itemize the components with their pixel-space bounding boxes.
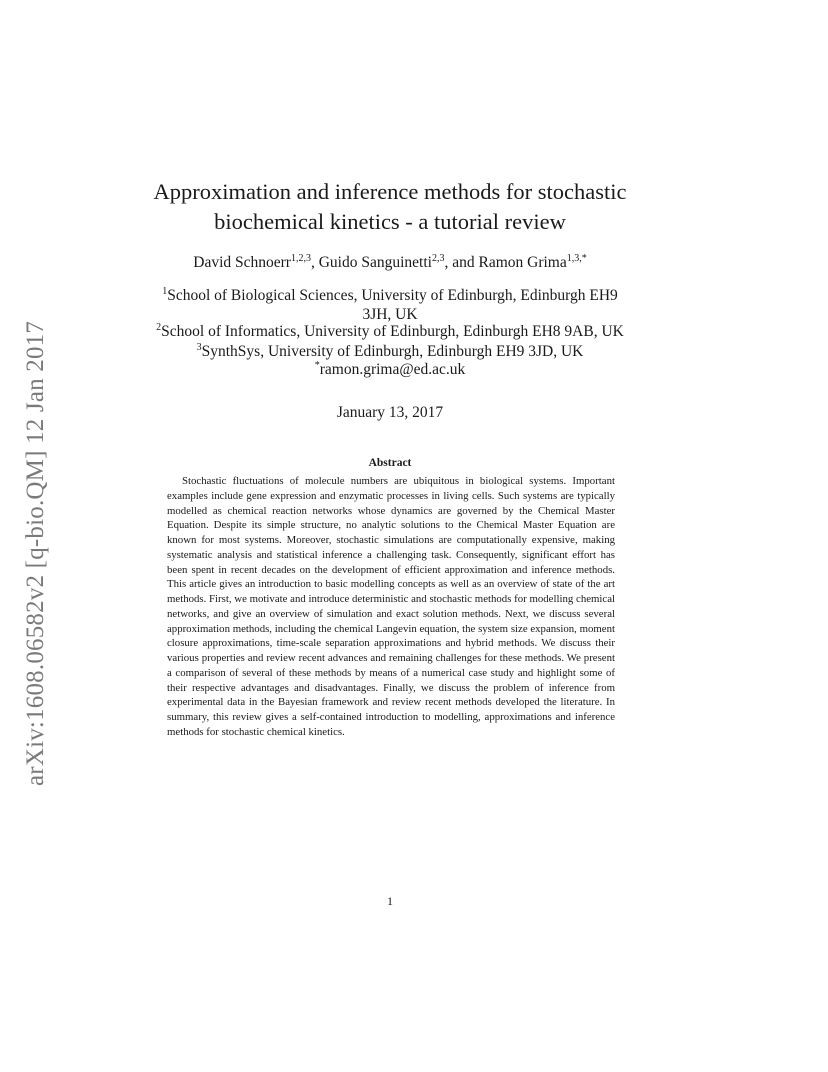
affiliation-1-continued: 3JH, UK: [362, 306, 418, 323]
author-list: [100, 253, 680, 273]
email-address: ramon.grima@ed.ac.uk: [319, 361, 466, 378]
arxiv-identifier-stamp: arXiv:1608.06582v2 [q-bio.QM] 12 Jan 2017: [22, 320, 49, 786]
corresponding-mark: *: [314, 360, 320, 371]
affiliation-text: School of Informatics, University of Edinburgh, Edinburgh EH8 9AB, UK: [161, 323, 624, 340]
author-separator: , and: [444, 254, 479, 271]
author-name: David Schnoerr: [193, 254, 291, 271]
author-name: Ramon Grima: [478, 254, 567, 271]
affiliation-text: School of Biological Sciences, University of Edinburgh, Edinburgh EH9: [167, 287, 618, 304]
abstract-body: Stochastic fluctuations of molecule numbers are ubiquitous in biological systems. Important examples include gene expression and enzymatic processes in living cells. Such systems are typically modelled as chemical reaction networks whose dynamics are governed by the Chemical Master Equation. Despite its simple structure, no analytic solutions to the Chemical Master Equation are known for most systems. Moreover, stochastic simulations are computationally expensive, making systematic analysis and statistical inference a challenging task. Consequently, significant effort has been spent in recent decades on the development of efficient approximation and inference methods. This article gives an introduction to basic modelling concepts as well as an overview of state of the art methods. First, we motivate and introduce deterministic and stochastic methods for modelling chemical networks, and give an overview of simulation and exact solution methods. Next, we discuss several approximation methods, including the chemical Langevin equation, the system size expansion, moment closure approximations, time-scale separation approximations and hybrid methods. We discuss their various properties and review recent advances and remaining challenges for these methods. We present a comparison of several of these methods by means of a numerical case study and highlight some of their respective advantages and disadvantages. Finally, we discuss the problem of inference from experimental data in the Bayesian framework and review recent methods developed the literature. In summary, this review gives a self-contained introduction to modelling, approximations and inference methods for stochastic chemical kinetics.: [167, 475, 615, 738]
paper-title-line-1: Approximation and inference methods for stochastic: [153, 179, 627, 204]
affiliation-mark: 1: [162, 286, 168, 297]
affiliation-mark: 3: [196, 342, 202, 353]
author-separator: ,: [310, 254, 319, 271]
affiliation-mark: 2: [156, 322, 162, 333]
affiliation-3: [100, 342, 680, 362]
author-affiliation-marks: 2,3: [431, 253, 445, 264]
affiliation-1: [100, 286, 680, 306]
publication-date: January 13, 2017: [336, 404, 444, 421]
author-affiliation-marks: 1,3,*: [566, 253, 587, 264]
affiliation-text: SynthSys, University of Edinburgh, Edinburgh EH9 3JD, UK: [201, 343, 584, 360]
corresponding-email: [100, 360, 680, 380]
author-name: Guido Sanguinetti: [318, 254, 432, 271]
author-affiliation-marks: 1,2,3: [290, 253, 311, 264]
paper-title-line-2: biochemical kinetics - a tutorial review: [214, 209, 566, 234]
affiliation-2: [100, 322, 680, 342]
page-number: 1: [387, 894, 393, 908]
abstract-heading: Abstract: [368, 457, 412, 469]
